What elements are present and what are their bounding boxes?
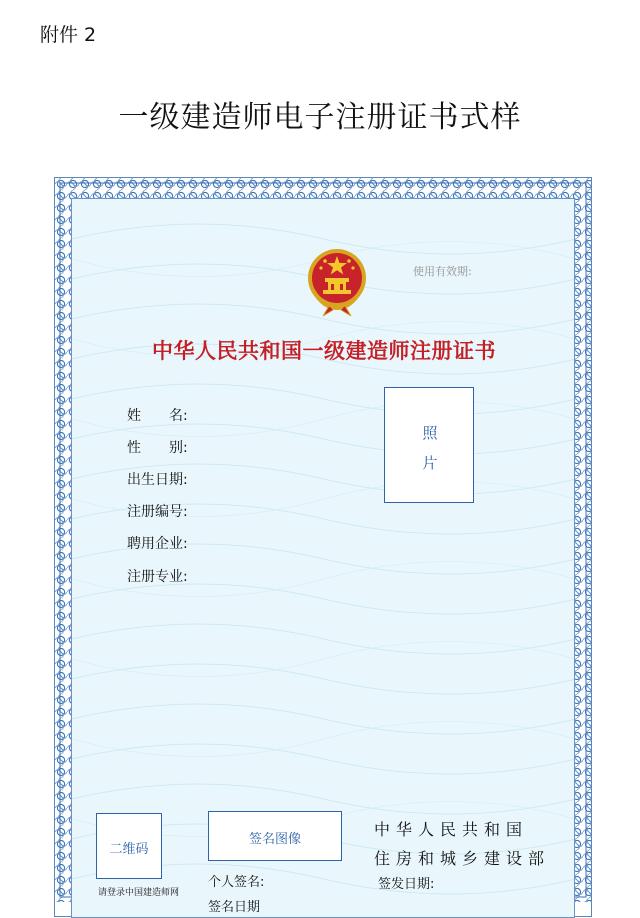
validity-label: 使用有效期:: [413, 265, 472, 278]
issuer-ministry: 住房和城乡建设部: [374, 849, 551, 868]
photo-label-char-1: 照: [422, 424, 438, 442]
signature-date-label: 签名日期: [208, 900, 261, 915]
attachment-label: 附件 2: [40, 24, 97, 46]
qr-code-note: 请登录中国建造师网: [98, 888, 180, 898]
document-title: 一级建造师电子注册证书式样: [118, 100, 522, 135]
qr-code-placeholder: [96, 813, 162, 879]
photo-placeholder: [384, 387, 474, 503]
field-employer-label: 聘用企业:: [127, 536, 188, 552]
signature-image-placeholder: [208, 811, 342, 861]
photo-label-char-2: 片: [422, 454, 438, 472]
certificate-panel: [71, 198, 575, 918]
field-birthdate-label: 出生日期:: [127, 472, 188, 488]
national-emblem-icon: [305, 246, 369, 318]
qr-code-label: 二维码: [109, 842, 149, 857]
certificate-title: 中华人民共和国一级建造师注册证书: [152, 339, 496, 363]
field-gender-label: 性 别:: [127, 440, 188, 456]
field-name-label: 姓 名:: [127, 408, 188, 424]
certificate: [54, 177, 592, 917]
field-specialty-label: 注册专业:: [127, 569, 188, 585]
issue-date-label: 签发日期:: [378, 877, 435, 892]
signature-image-label: 签名图像: [248, 832, 301, 847]
field-registration-number-label: 注册编号:: [127, 504, 188, 520]
issuer-country: 中华人民共和国: [374, 820, 529, 839]
personal-signature-label: 个人签名:: [208, 875, 265, 890]
